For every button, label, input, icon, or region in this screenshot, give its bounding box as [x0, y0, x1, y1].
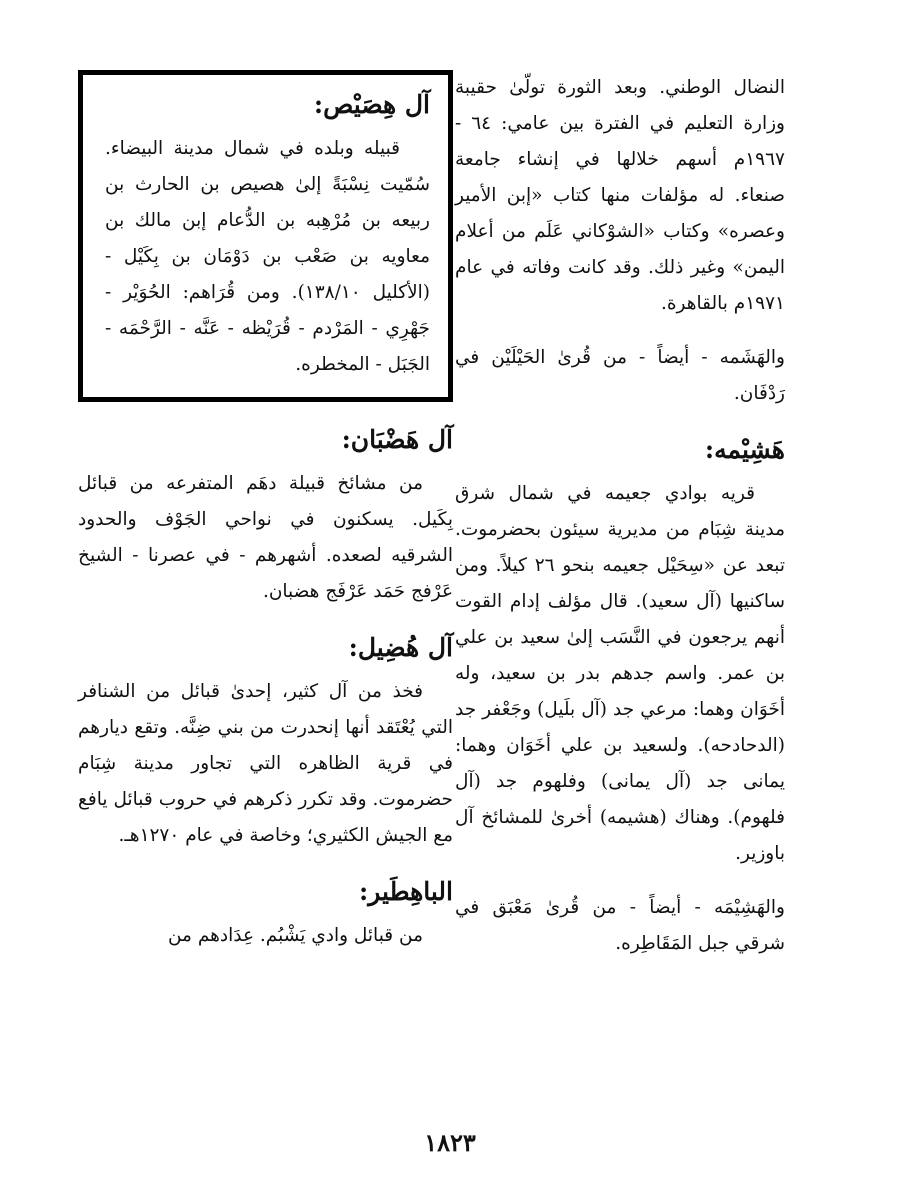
- entry-heading-al-hadban: آل هَضْبَان:: [341, 425, 453, 454]
- al-bahatir-paragraph: من قبائل وادي يَشْبُم. عِدَادهم من: [167, 925, 423, 946]
- entry-heading-hashima: هَشِيْمه:: [704, 435, 785, 464]
- hashima-maabaq-paragraph: والهَشِيْمَه - أيضاً - من قُرىٰ مَعْبَق في شرقي جبل المَقَاطِره.: [455, 897, 785, 954]
- left-column: [78, 70, 453, 972]
- hashama-paragraph: والهَشَمه - أيضاً - من قُرىٰ الحَيْلَيْن في رَدْفَان.: [455, 347, 785, 404]
- entry-continuation-paragraph: النضال الوطني. وبعد الثورة تولّىٰ حقيبة وزارة التعليم في الفترة بين عامي: ٦٤ - ١٩٦٧م أسهم خلالها في إنشاء جامعة صنعاء. له مؤلفات منها كتاب «إبن الأمير وعصره» وكتاب «الشوْكاني عَلَم من أعلام اليمن» وغير ذلك. وقد كانت وفاته في عام ١٩٧١م بالقاهرة.: [455, 77, 785, 314]
- entry-heading-al-husays: آل هِصَيْص:: [313, 90, 430, 119]
- page-number: ١٨٢٣: [424, 1128, 476, 1157]
- entry-heading-al-bahatir: الباهِطَير:: [359, 877, 453, 906]
- al-hadban-paragraph: من مشائخ قبيلة دهَم المتفرعه من قبائل بِكَيل. يسكنون في نواحي الجَوْف والحدود الشرقيه لصعده. أشهرهم - في عصرنا - الشيخ عَرْفج حَمَد عَرْفَج هضبان.: [78, 473, 453, 602]
- al-husays-paragraph: قبيله وبلده في شمال مدينة البيضاء. سُمّيت نِسْبَةً إلىٰ هصيص بن الحارث بن ربيعه بن مُرْهِبه بن الدُّعام إبن مالك بن معاويه بن صَعْب بن دَوْمَان بن بِكَيْل - (الأكليل ١٣٨/١٠). ومن قُرَاهم: الحُوَيْر - جَهْرِي - المَرْدم - قُرَيْظه - عَنَّه - الرَّحْمَه - الجَبَل - المخطره.: [105, 138, 430, 375]
- hashima-paragraph: قريه بوادي جعيمه في شمال شرق مدينة شِبَام من مديرية سيئون بحضرموت. تبعد عن «سِحَيْل جعيمه بنحو ٢٦ كيلاً. ومن ساكنيها (آل سعيد). قال مؤلف إدام القوت أنهم يرجعون في النَّسَب إلىٰ سعيد بن علي بن عمر. واسم جدهم بدر بن سعيد، وله أخَوَان وهما: مرعي جد (آل بلَيل) وجَعْفر جد (الدحادحه). ولسعيد بن علي أخَوَان وهما: يمانى جد (آل يمانى) وفلهوم جد (آل فلهوم). وهناك (هشيمه) أخرىٰ للمشائخ آل باوزير.: [455, 483, 785, 864]
- entry-heading-al-hudayl: آل هُضِيل:: [348, 633, 453, 662]
- boxed-entry: [78, 70, 453, 402]
- right-column: [455, 70, 785, 980]
- al-hudayl-paragraph: فخذ من آل كثير، إحدىٰ قبائل من الشنافر التي يُعْتَقد أنها إنحدرت من بني ضِنَّه. وتقع ديارهم في قرية الظاهره التي تجاور مدينة شِبَام حضرموت. وقد تكرر ذكرهم في حروب قبائل يافع مع الجيش الكثيري؛ وخاصة في عام ١٢٧٠هـ.: [78, 681, 453, 846]
